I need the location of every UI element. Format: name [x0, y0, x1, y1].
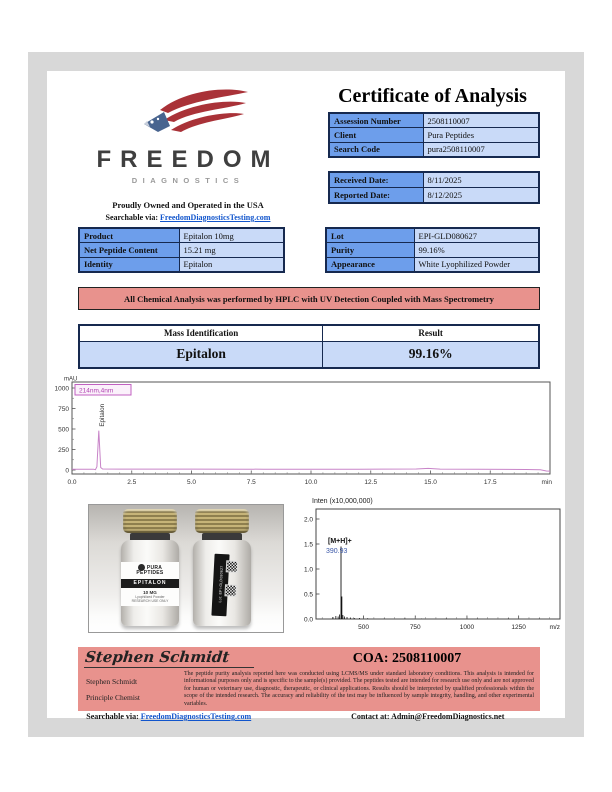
table-row — [329, 113, 539, 128]
svg-text:500: 500 — [358, 624, 369, 631]
row-label: Search Code — [329, 142, 423, 157]
row-label: Net Peptide Content — [79, 243, 179, 258]
coa-number-heading: COA: 2508110007 — [352, 651, 462, 666]
svg-text:0.0: 0.0 — [303, 616, 313, 624]
table-row — [79, 257, 284, 272]
row-label: Product — [79, 228, 179, 243]
table-header-row — [79, 325, 539, 341]
svg-text:Inten (x10,000,000): Inten (x10,000,000) — [312, 498, 373, 505]
svg-text:214nm,4nm: 214nm,4nm — [79, 387, 114, 395]
table-row — [326, 243, 539, 258]
table-row — [329, 172, 539, 188]
lot-sticker — [211, 554, 229, 617]
svg-text:1.0: 1.0 — [303, 566, 313, 574]
svg-text:mAU: mAU — [64, 376, 78, 383]
row-label: Appearance — [326, 257, 414, 272]
svg-text:500: 500 — [58, 426, 69, 434]
table-row — [326, 228, 539, 243]
product-vial-photo — [88, 504, 284, 633]
row-value: Pura Peptides — [423, 128, 539, 143]
row-value: Epitalon — [179, 257, 284, 272]
result-cell: 99.16% — [323, 341, 539, 368]
vial-cap — [123, 509, 177, 533]
svg-text:2.5: 2.5 — [127, 479, 137, 486]
vial-glass — [121, 540, 179, 626]
row-value: pura2508110007 — [423, 142, 539, 157]
header-searchable-link[interactable]: FreedomDiagnosticsTesting.com — [160, 213, 271, 222]
footer-searchable-link[interactable]: FreedomDiagnosticsTesting.com — [140, 712, 252, 721]
row-value: 99.16% — [414, 243, 539, 258]
searchable-label: Searchable via: — [105, 213, 159, 222]
table-row — [326, 257, 539, 272]
vial-fine-print: RESEARCH USE ONLY — [131, 598, 169, 603]
mass-identification-table — [78, 324, 540, 369]
row-value: 8/12/2025 — [423, 188, 539, 204]
product-table — [78, 227, 285, 273]
svg-text:Epitalon: Epitalon — [98, 403, 106, 427]
table-row — [79, 341, 539, 368]
row-value: EPI-GLD080627 — [414, 228, 539, 243]
svg-text:0: 0 — [65, 467, 69, 475]
svg-text:1.5: 1.5 — [303, 541, 313, 549]
freedom-eagle-logo-icon — [130, 86, 250, 148]
vial-fine-print: Lyophilized Powder — [135, 594, 165, 599]
svg-text:12.5: 12.5 — [364, 479, 378, 486]
svg-text:750: 750 — [409, 624, 421, 631]
svg-text:390.93: 390.93 — [326, 548, 348, 555]
row-value: Epitalon 10mg — [179, 228, 284, 243]
row-value: 15.21 mg — [179, 243, 284, 258]
svg-text:250: 250 — [58, 446, 69, 454]
page-footer — [47, 712, 565, 721]
logo-subtitle: DIAGNOSTICS — [131, 176, 245, 185]
signature-script: Stephen Schmidt — [84, 648, 256, 668]
searchable-label: Searchable via: — [86, 712, 139, 721]
svg-text:1000: 1000 — [459, 624, 475, 631]
page-title: Certificate of Analysis — [338, 85, 527, 107]
table-row — [329, 128, 539, 143]
column-header: Mass Identification — [79, 325, 323, 341]
row-value: 8/11/2025 — [423, 172, 539, 188]
row-value: White Lyophilized Powder — [414, 257, 539, 272]
row-label: Lot — [326, 228, 414, 243]
table-row — [79, 243, 284, 258]
qr-code-icon — [224, 584, 237, 597]
lot-sticker-text: Lot: EPI-GLD080627 — [218, 565, 225, 603]
mass-spectrum-chart — [286, 493, 570, 645]
svg-text:min: min — [541, 479, 552, 486]
vial-brand-line: PURA — [146, 564, 163, 571]
vial-brand-line: PEPTIDES — [136, 570, 164, 577]
svg-text:5.0: 5.0 — [186, 479, 197, 486]
svg-text:1250: 1250 — [511, 624, 526, 631]
row-label: Reported Date: — [329, 188, 423, 204]
disclaimer-text: The peptide purity analysis reported here was conducted using LCMS/MS under standard laboratory conditions. This analysis is intended for informational purposes only and is specific to the sample(s) provided. The peptides tested are intended for research use only and are not approved for human or veterinary use, diagnostic, therapeutic, or clinical applications. Results should be interpreted by qualified professionals within the scope of the intended research. The accuracy and reliability of the test may be influenced by sample integrity, handling, and other experimental variables. — [184, 671, 534, 707]
vial-back — [191, 509, 253, 627]
method-banner: All Chemical Analysis was performed by HPLC with UV Detection Coupled with Mass Spectrometry — [78, 287, 540, 310]
header-searchable-line — [58, 213, 318, 222]
accession-info-table — [328, 112, 540, 158]
vial-cap — [195, 509, 249, 533]
row-label: Purity — [326, 243, 414, 258]
row-label: Received Date: — [329, 172, 423, 188]
footer-contact: Contact at: Admin@FreedomDiagnostics.net — [351, 712, 505, 721]
vial-label — [121, 562, 179, 606]
svg-text:7.5: 7.5 — [246, 479, 256, 486]
vial-product-band: EPITALON — [121, 579, 179, 588]
row-label: Client — [329, 128, 423, 143]
footer-searchable — [47, 712, 290, 721]
table-row — [329, 188, 539, 204]
column-header: Result — [323, 325, 539, 341]
usa-tagline: Proudly Owned and Operated in the USA — [112, 200, 264, 210]
row-label: Assession Number — [329, 113, 423, 128]
svg-text:2.0: 2.0 — [303, 516, 313, 524]
table-row — [329, 142, 539, 157]
svg-text:0.0: 0.0 — [67, 479, 77, 486]
svg-text:[M+H]+: [M+H]+ — [328, 538, 352, 545]
svg-text:10.0: 10.0 — [304, 479, 318, 486]
mass-id-cell: Epitalon — [79, 341, 323, 368]
vial-dose: 10 MG — [143, 589, 157, 595]
svg-text:1000: 1000 — [54, 385, 69, 393]
qr-code-icon — [226, 560, 239, 573]
vial-front — [119, 509, 181, 627]
svg-text:15.0: 15.0 — [424, 479, 437, 486]
chemist-title: Principle Chemist — [86, 693, 140, 702]
chemist-name: Stephen Schmidt — [86, 677, 138, 686]
row-value: 2508110007 — [423, 113, 539, 128]
logo-wordmark: FREEDOM — [96, 146, 280, 173]
svg-text:17.5: 17.5 — [483, 479, 497, 486]
svg-text:750: 750 — [58, 405, 69, 413]
signature-block — [78, 647, 540, 711]
svg-text:0.5: 0.5 — [303, 591, 313, 599]
table-row — [79, 228, 284, 243]
lot-table — [325, 227, 540, 273]
svg-text:m/z: m/z — [549, 624, 560, 631]
vial-glass — [193, 540, 251, 626]
row-label: Identity — [79, 257, 179, 272]
dates-table — [328, 171, 540, 204]
hplc-chromatogram-chart — [50, 374, 562, 496]
